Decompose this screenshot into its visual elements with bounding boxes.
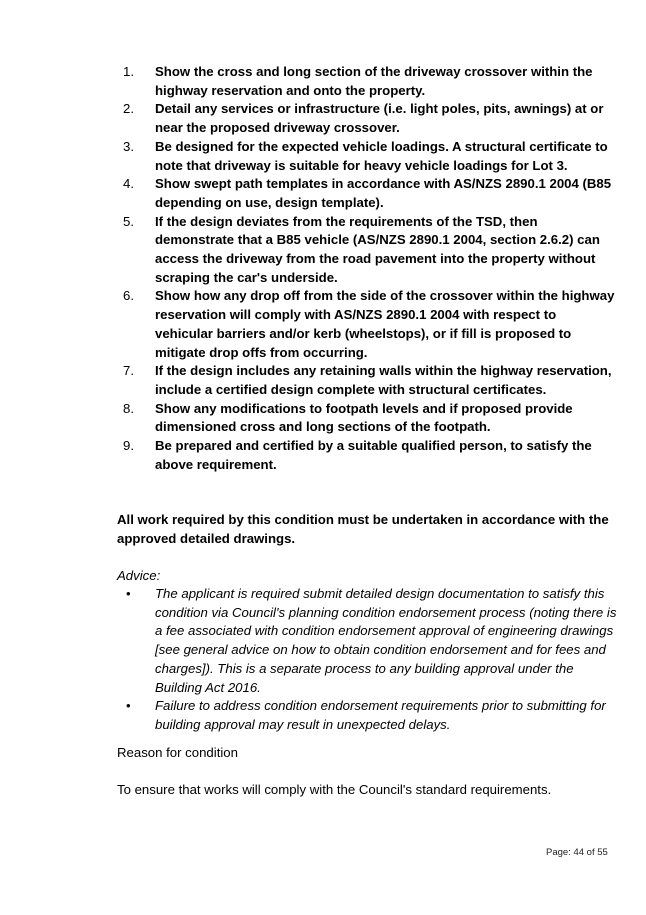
list-item-number: 5. — [123, 213, 134, 229]
list-item — [117, 400, 617, 437]
list-item — [117, 63, 617, 100]
advice-item — [117, 585, 617, 697]
list-item-text: Be designed for the expected vehicle loadings. A structural certificate to note that driveway is suitable for heavy vehicle loadings for Lot 3. — [155, 138, 608, 173]
advice-label: Advice: — [117, 568, 161, 583]
page-number: Page: 44 of 55 — [546, 847, 608, 858]
list-item-number: 2. — [123, 101, 134, 117]
reason-label: Reason for condition — [117, 745, 238, 760]
list-item — [117, 287, 617, 362]
advice-item-text: Failure to address condition endorsement requirements prior to submitting for building approval may result in unexpected delays. — [155, 698, 606, 732]
bullet-icon: • — [126, 586, 131, 601]
advice-item — [117, 697, 617, 734]
reason-text: To ensure that works will comply with the Council's standard requirements. — [117, 782, 552, 797]
list-item-number: 6. — [123, 288, 134, 304]
list-item-number: 3. — [123, 138, 134, 154]
advice-item-text: The applicant is required submit detailed design documentation to satisfy this condition via Council's planning condition endorsement process (noting there is a fee associated with condition endorsement approval of engineering drawings [see general advice on how to obtain condition endorsement and for fees and charges]). This is a separate process to any building approval under the Building Act 2016. — [155, 586, 617, 695]
list-item-number: 9. — [123, 438, 134, 454]
advice-list — [117, 585, 617, 735]
list-item — [117, 100, 617, 137]
list-item-text: Show swept path templates in accordance with AS/NZS 2890.1 2004 (B85 depending on use, design template). — [155, 176, 612, 210]
requirements-list — [117, 63, 617, 474]
bullet-icon: • — [126, 698, 131, 714]
list-item-text: Be prepared and certified by a suitable qualified person, to satisfy the above requirement. — [155, 438, 592, 472]
list-item-text: If the design includes any retaining walls within the highway reservation, include a certified design complete with structural certificates. — [155, 363, 612, 397]
list-item-text: Show how any drop off from the side of the crossover within the highway reservation will comply with AS/NZS 2890.1 2004 with respect to vehicular barriers and/or kerb (wheelstops), or if fill is proposed to mitigate drop offs from occurring. — [155, 288, 615, 360]
list-item — [117, 362, 617, 399]
list-item-number: 1. — [123, 64, 134, 79]
list-item — [117, 138, 617, 175]
requirement-statement: All work required by this condition must be undertaken in accordance with the approved detailed drawings. — [117, 512, 609, 546]
list-item — [117, 175, 617, 212]
list-item-text: Show the cross and long section of the driveway crossover within the highway reservation and onto the property. — [155, 64, 593, 98]
list-item-text: If the design deviates from the requirements of the TSD, then demonstrate that a B85 vehicle (AS/NZS 2890.1 2004, section 2.6.2) can access the driveway from the road pavement into the property without scraping the car's underside. — [155, 213, 600, 285]
list-item — [117, 213, 617, 288]
list-item-number: 4. — [123, 176, 134, 192]
list-item-text: Detail any services or infrastructure (i.e. light poles, pits, awnings) at or near the proposed driveway crossover. — [155, 101, 604, 136]
list-item — [117, 437, 617, 474]
list-item-text: Show any modifications to footpath levels and if proposed provide dimensioned cross and long sections of the footpath. — [155, 400, 573, 435]
list-item-number: 7. — [123, 363, 134, 379]
list-item-number: 8. — [123, 400, 134, 416]
